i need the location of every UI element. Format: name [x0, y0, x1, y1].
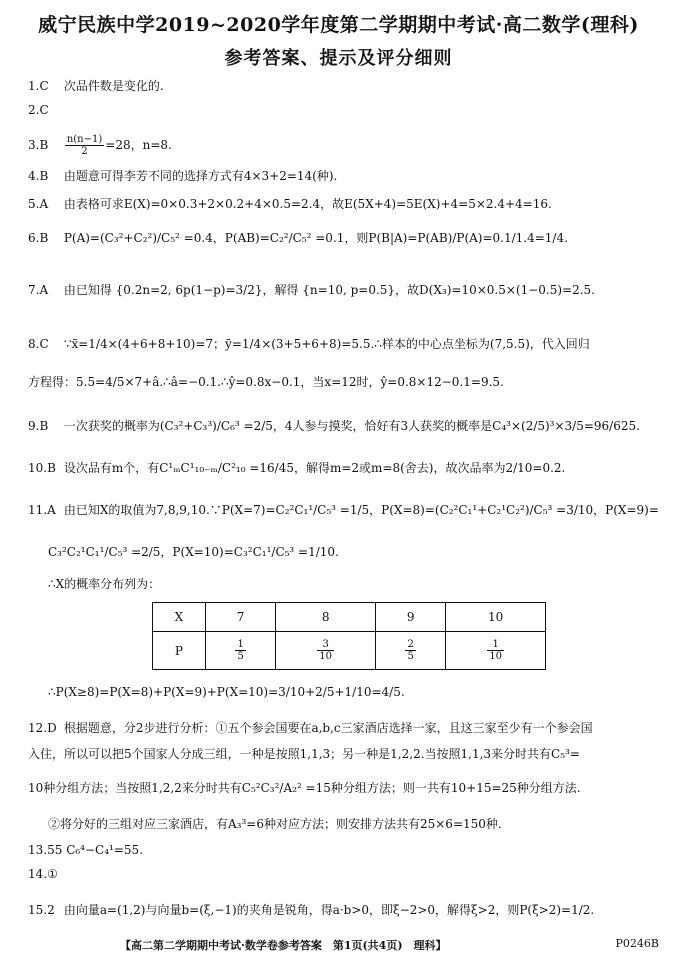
answer-1: 1.C 次品件数是变化的.	[28, 79, 164, 93]
answer-7: 7.A 由已知得 {0.2n=2, 6p(1−p)=3/2}，解得 {n=10, p=0.5}，故D(X₃)=10×0.5×(1−0.5)=2.5.	[28, 283, 595, 297]
answer-8-cont: 方程得：5.5=4/5×7+â.∴â=−0.1.∴ŷ=0.8x−0.1，当x=12时，ŷ=0.8×12−0.1=9.5.	[28, 375, 504, 389]
answer-15: 15.2 由向量a=(1,2)与向量b=(ξ,−1)的夹角是锐角，得a·b>0，即ξ−2>0，解得ξ>2，则P(ξ>2)=1/2.	[28, 903, 595, 917]
answer-2: 2.C	[28, 103, 49, 117]
answer-5: 5.A 由表格可求E(X)=0×0.3+2×0.2+4×0.5=2.4，故E(5X+4)=5E(X)+4=5×2.4+4=16.	[28, 197, 552, 211]
table-cell: $\frac{1}{5}$	[205, 632, 275, 670]
table-cell: 7	[205, 603, 275, 632]
answer-11-dist-label: ∴X的概率分布列为：	[48, 577, 161, 591]
answer-11-cont: C₃²C₂¹C₁¹/C₅³ =2/5，P(X=10)=C₃²C₁¹/C₅³ =1/10.	[48, 545, 339, 559]
answer-13: 13.55 C₆⁴−C₄¹=55.	[28, 843, 143, 857]
table-row	[153, 603, 546, 632]
table-cell: $\frac{3}{10}$	[276, 632, 376, 670]
table-cell: X	[153, 603, 206, 632]
footer-info: 【高二第二学期期中考试·数学卷参考答案 第1页(共4页) 理科】	[120, 939, 447, 952]
answer-12-cont: 入住，所以可以把5个国家人分成三组，一种是按照1,1,3；另一种是1,2,2.当按照1,1,3来分时共有C₅³=	[28, 747, 580, 761]
answer-11: 11.A 由已知X的取值为7,8,9,10.∵P(X=7)=C₂²C₁¹/C₅³ =1/5，P(X=8)=(C₂²C₁¹+C₂¹C₂²)/C₅³ =3/10，P(X=9)=	[28, 503, 659, 517]
distribution-table	[152, 602, 546, 670]
answer-10: 10.B 设次品有m个，有C¹ₘC¹₁₀₋ₘ/C²₁₀ =16/45，解得m=2或m=8(舍去)，故次品率为2/10=0.2.	[28, 461, 566, 475]
table-row	[153, 632, 546, 670]
table-cell: 8	[276, 603, 376, 632]
answer-14: 14.①	[28, 867, 58, 881]
answer-4: 4.B 由题意可得李芳不同的选择方式有4×3+2=14(种).	[28, 169, 338, 183]
answer-3: 3.B $\frac{n(n-1)}{2}$ =28，n=8.	[28, 134, 172, 157]
table-cell: 10	[446, 603, 546, 632]
table-cell: 9	[375, 603, 445, 632]
answer-12: 12.D 根据题意，分2步进行分析：①五个参会国要在a,b,c三家酒店选择一家，且这三家至少有一个参会国	[28, 721, 593, 735]
answer-11-conclusion: ∴P(X≥8)=P(X=8)+P(X=9)+P(X=10)=3/10+2/5+1/10=4/5.	[48, 685, 405, 699]
table-cell: $\frac{2}{5}$	[375, 632, 445, 670]
answer-8: 8.C ∵x̄=1/4×(4+6+8+10)=7；ȳ=1/4×(3+5+6+8)=5.5.∴样本的中心点坐标为(7,5.5)，代入回归	[28, 337, 590, 351]
footer-code: P0246B	[615, 937, 659, 950]
table-cell: P	[153, 632, 206, 670]
answer-12-cont: 10种分组方法；当按照1,2,2来分时共有C₅²C₃²/A₂² =15种分组方法；则一共有10+15=25种分组方法.	[28, 781, 581, 795]
fraction: $\frac{n(n-1)}{2}$	[66, 134, 103, 157]
page-subtitle: 参考答案、提示及评分细则	[224, 48, 453, 69]
answer-6: 6.B P(A)=(C₃²+C₂²)/C₅² =0.4，P(AB)=C₂²/C₅² =0.1，则P(B|A)=P(AB)/P(A)=0.1/1.4=1/4.	[28, 231, 568, 245]
answer-9: 9.B 一次获奖的概率为(C₃²+C₃³)/C₆³ =2/5，4人参与摸奖，恰好有3人获奖的概率是C₄³×(2/5)³×3/5=96/625.	[28, 419, 640, 433]
table-cell: $\frac{1}{10}$	[446, 632, 546, 670]
answer-12-cont: ②将分好的三组对应三家酒店，有A₃³=6种对应方法；则安排方法共有25×6=150种.	[48, 817, 502, 831]
page-title: 威宁民族中学2019~2020学年度第二学期期中考试·高二数学(理科)	[38, 14, 639, 36]
